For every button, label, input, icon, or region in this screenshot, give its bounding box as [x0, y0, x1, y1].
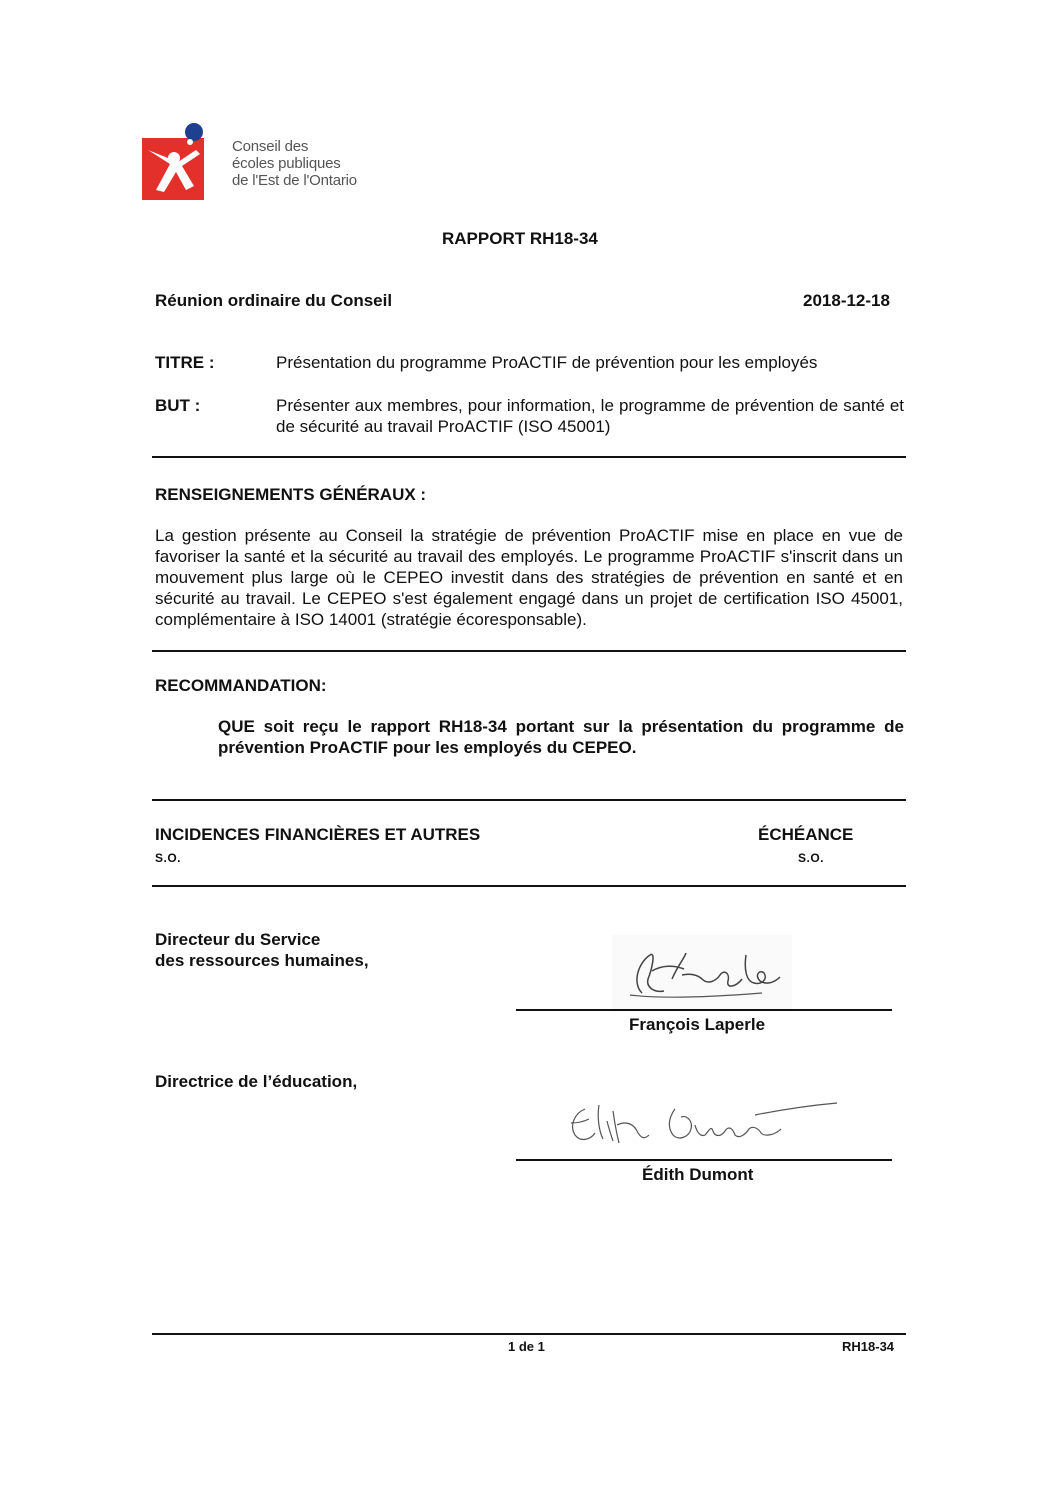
rh-director-title: [155, 929, 369, 971]
signature-edith-dumont: [555, 1095, 840, 1155]
signature-line-rh: [516, 1009, 892, 1011]
echeance-heading: ÉCHÉANCE: [758, 825, 854, 844]
signature-francois-laperle: [612, 935, 792, 1010]
rh-title-line-1: Directeur du Service: [155, 930, 321, 949]
footer-divider: [152, 1333, 906, 1335]
divider-1: [152, 456, 906, 458]
footer-report-code: RH18-34: [842, 1339, 895, 1354]
report-title: RAPPORT RH18-34: [442, 229, 598, 248]
titre-text: Présentation du programme ProACTIF de prévention pour les employés: [276, 353, 818, 372]
divider-2: [152, 650, 906, 652]
recommandation-heading: RECOMMANDATION:: [155, 676, 327, 695]
divider-3: [152, 799, 906, 801]
signature-line-edu: [516, 1159, 892, 1161]
page-number: 1 de 1: [508, 1339, 545, 1354]
meeting-date: 2018-12-18: [803, 291, 890, 310]
titre-label: TITRE :: [155, 353, 215, 372]
divider-4: [152, 885, 906, 887]
incidences-heading: INCIDENCES FINANCIÈRES ET AUTRES: [155, 825, 481, 844]
organization-logo: [142, 120, 222, 202]
recommandation-text: QUE soit reçu le rapport RH18-34 portant sur la présentation du programme de prévention ProACTIF pour les employés du CEPEO.: [218, 717, 904, 757]
rh-director-name: François Laperle: [629, 1015, 766, 1034]
logo-mark: [142, 120, 222, 202]
education-director-title: Directrice de l’éducation,: [155, 1072, 358, 1091]
meeting-type: Réunion ordinaire du Conseil: [155, 291, 393, 310]
logo-line-3: de l'Est de l'Ontario: [232, 172, 357, 189]
logo-line-1: Conseil des: [232, 138, 309, 155]
incidences-value: S.O.: [155, 851, 182, 865]
but-text: Présenter aux membres, pour information, le programme de prévention de santé et de sécurité au travail ProACTIF (ISO 45001): [276, 396, 904, 436]
renseignements-heading: RENSEIGNEMENTS GÉNÉRAUX :: [155, 485, 427, 504]
renseignements-body: La gestion présente au Conseil la stratégie de prévention ProACTIF mise en place en vue de favoriser la santé et la sécurité au travail des employés. Le programme ProACTIF s'inscrit dans un mouvement plus large où le CEPEO investit dans des stratégies de prévention en santé et en sécurité au travail. Le CEPEO s'est également engagé dans un projet de certification ISO 45001, complémentaire à ISO 14001 (stratégie écoresponsable).: [155, 526, 903, 629]
but-label: BUT :: [155, 396, 201, 415]
organization-name: [232, 138, 357, 189]
logo-line-2: écoles publiques: [232, 155, 341, 172]
echeance-value: S.O.: [798, 851, 825, 865]
rh-title-line-2: des ressources humaines,: [155, 951, 369, 970]
education-director-name: Édith Dumont: [642, 1165, 754, 1184]
